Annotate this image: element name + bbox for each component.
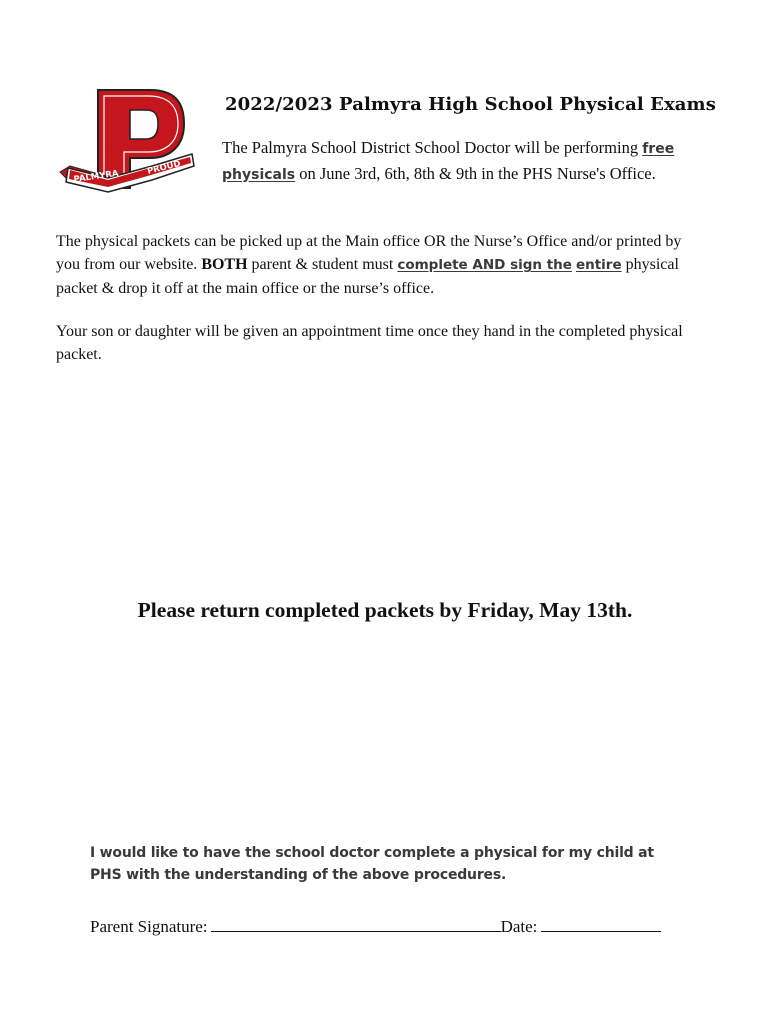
date-field[interactable] [541,917,661,932]
intro-text-start: The Palmyra School District School Doctor will be performing [222,138,639,157]
consent-statement: I would like to have the school doctor complete a physical for my child at PHS with the understanding of the above procedures. [90,845,654,883]
logo-banner-left-text: PALMYRA [73,168,120,185]
pickup-text-3: physical packet & drop it off at the main office or the nurse’s office. [56,256,679,297]
pickup-instructions [56,230,706,300]
both-emphasis: BOTH [201,256,248,273]
intro-paragraph [222,136,704,187]
complete-sign-emphasis: complete AND sign the [397,257,572,273]
signature-line [90,917,661,937]
intro-text-end: on June 3rd, 6th, 8th & 9th in the PHS Nurse's Office. [295,163,656,183]
entire-emphasis: entire [575,257,622,273]
parent-signature-field[interactable] [211,917,501,932]
pickup-text-2: parent & student must [247,256,398,273]
free-physicals-emphasis: free physicals [222,141,675,183]
page-title: 2022/2023 Palmyra High School Physical Exams [225,94,716,115]
palmyra-proud-logo [58,84,198,202]
parent-signature-label: Parent Signature: [90,917,208,936]
pickup-text: The physical packets can be picked up at the Main office OR the Nurse’s Office and/or printed by you from our website. [56,233,682,273]
logo-banner-right-text: PROUD [146,158,182,177]
return-deadline: Please return completed packets by Friday, May 13th. [137,598,633,622]
appointment-info: Your son or daughter will be given an appointment time once they hand in the completed physical packet. [56,323,683,363]
date-label: Date: [500,917,538,936]
